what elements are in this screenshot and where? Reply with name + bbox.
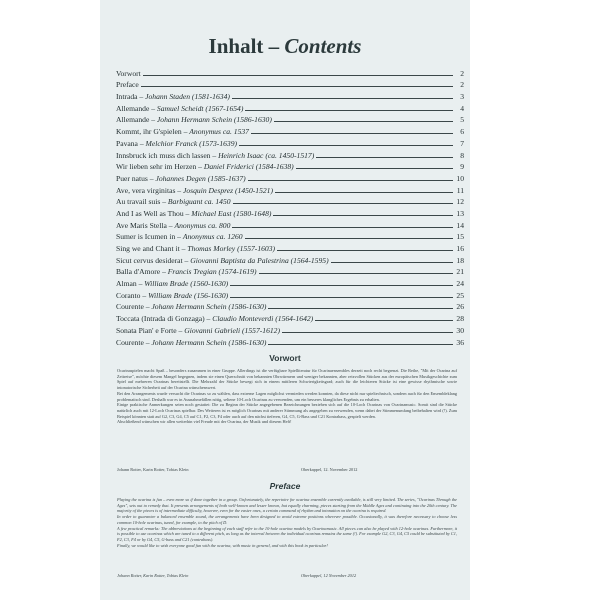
toc-entry (116, 124, 464, 136)
toc-entry-leader-line (273, 215, 453, 216)
toc-entry-leader-line (251, 133, 453, 134)
toc-entry-leader-line (282, 332, 453, 333)
toc-entry-page: 2 (460, 68, 464, 78)
title-main: Inhalt – (208, 34, 285, 58)
vorwort-paragraph: Ocarinaspielen macht Spaß – besonders zusammen in einer Gruppe. Allerdings ist die verfügbare Spielliteratur für Ocarinaensembles derzeit noch recht begrenzt. Die Reihe, "Mit der Ocarina auf Zeitreise", möchte diesem Mangel begegnen, indem sie einen Querschnitt von bekannten Ohrwürmern und weniger bekannten, aber reizvollen Stücken aus der europäischen Musikgeschichte zum Spiel auf mehreren Ocarinas bereitstellt. Die Mehrzahl der Stücke bewegt sich in einem mittleren Schwierigkeitsgrad; auch für die leichteren Stücke ist eine gewisse rhythmische sowie intonatorische Sicherheit auf der Ocarina wünschenswert. (117, 368, 457, 391)
toc-entry-composer: William Brade (1560-1630) (144, 279, 229, 289)
toc-entry (116, 148, 464, 160)
toc-entry-leader-line (296, 168, 453, 169)
toc-entry-page: 10 (456, 173, 464, 183)
toc-entry-composer: Claudio Monteverdi (1564-1642) (212, 314, 314, 324)
toc-entry (116, 241, 464, 253)
toc-entry-leader-line (232, 98, 453, 99)
toc-entry-title: Courente (116, 337, 144, 347)
toc-entry (116, 171, 464, 183)
vorwort-signature-row (117, 467, 457, 472)
toc-entry-leader-line (239, 145, 453, 146)
toc-entry (116, 195, 464, 207)
preface-heading: Preface (269, 481, 301, 491)
toc-entry-page: 25 (456, 290, 464, 300)
toc-entry-title: Intrada (116, 92, 138, 102)
toc-entry-page: 4 (460, 103, 464, 113)
toc-entry-leader-line (268, 344, 453, 345)
toc-entry-page: 14 (456, 220, 464, 230)
toc-entry (116, 160, 464, 172)
toc-entry-title: Ave Maris Stella (116, 220, 167, 230)
toc-entry-composer: Giovanni Gabrieli (1557-1612) (184, 325, 280, 335)
toc-entry-title: Sumer is Icumen in (116, 232, 176, 242)
preface-paragraph: Finally, we would like to wish everyone good fun with the ocarina, with music in general, and with this book in particular! (117, 542, 328, 548)
toc-entry (116, 230, 464, 242)
toc-entry-leader-line (245, 110, 453, 111)
toc-entry (116, 89, 464, 101)
toc-entry-dash: – (181, 127, 190, 137)
toc-entry (116, 335, 464, 347)
toc-entry-composer: Giovanni Baptista da Palestrina (1564-1595) (190, 255, 329, 265)
toc-entry-dash: – (137, 92, 146, 102)
toc-entry-composer: Johannes Degen (1585-1637) (155, 173, 246, 183)
toc-entry-composer: Anonymus ca. 1260 (182, 232, 243, 242)
toc-entry-dash: – (175, 232, 183, 242)
toc-entry-title: Puer natus (116, 173, 148, 183)
toc-entry-composer: Melchior Franck (1573-1639) (145, 138, 238, 148)
toc-entry-leader-line (275, 192, 453, 193)
toc-entry-page: 13 (456, 208, 464, 218)
toc-entry-page: 11 (456, 185, 464, 195)
toc-entry-page: 7 (460, 138, 464, 148)
toc-entry (116, 101, 464, 113)
toc-entry-page: 21 (456, 267, 464, 277)
toc-entry-title: Innsbruck ich muss dich lassen (116, 150, 211, 160)
toc-entry-leader-line (230, 297, 453, 298)
toc-entry-composer: Samuel Scheidt (1567-1654) (156, 103, 244, 113)
toc-entry-leader-line (277, 250, 453, 251)
toc-entry-title: Sonata Pian' e Forte (116, 325, 177, 335)
toc-entry-page: 30 (456, 325, 464, 335)
toc-entry-leader-line (259, 273, 453, 274)
toc-entry-page: 9 (460, 162, 464, 172)
toc-entry-dash: – (210, 150, 219, 160)
toc-entry-title: Allemande (116, 115, 150, 125)
toc-entry-page: 8 (460, 150, 464, 160)
toc-entry-dash: – (196, 162, 204, 172)
toc-entry-page: 24 (456, 279, 464, 289)
toc-entry-composer: Johann Hermann Schein (1586-1630) (156, 115, 272, 125)
toc-entry-page: 5 (460, 115, 464, 125)
preface-paragraph: Playing the ocarina is fun – even more so if done together in a group. Unfortunately, the repertoire for ocarina ensemble currently available, is still very limited. The series, "Ocarinas Through the Ages", sets out to remedy that. It presents arrangements of both well-known and lesser known, but equally charming, pieces starting from the Middle Ages and continuing into the 20th century. The majority of the pieces is of intermediate difficulty, however, even for the easier ones, a certain command of rhythm and intonation on the ocarina is required. (117, 497, 457, 514)
toc-entry (116, 323, 464, 335)
toc-entry-dash: – (182, 255, 191, 265)
toc-entry (116, 206, 464, 218)
toc-entry-title: Coranto (116, 290, 141, 300)
toc-entry-dash: – (136, 279, 145, 289)
toc-entry-dash: – (137, 138, 146, 148)
toc-entry-dash: – (160, 267, 168, 277)
document-page (100, 0, 470, 600)
toc-entry-page: 28 (456, 314, 464, 324)
toc-entry (116, 78, 464, 90)
toc-entry-dash: – (140, 290, 149, 300)
toc-entry-dash: – (175, 185, 183, 195)
toc-entry (116, 253, 464, 265)
preface-paragraph: A few practical remarks: The abbreviations at the beginning of each staff refer to the 10-hole ocarina models by Ocarinamusic. All pieces can also be played with 12-hole ocarinas. Furthermore, it is possible to use ocarinas which are tuned to a different pitch, as long as the interval between the individual ocarinas remains the same (!). For example G2, C3, G4, C5 could be substituted by C1, F2, C3, F4 or by G4, C5, G-bass and C21 (contrabass). (117, 525, 457, 542)
toc-entry-dash: – (149, 103, 157, 113)
toc-entry-leader-line (274, 121, 453, 122)
toc-entry-dash: – (160, 197, 168, 207)
table-of-contents (116, 66, 464, 347)
toc-entry-composer: Thomas Morley (1557-1603) (187, 244, 276, 253)
toc-entry (116, 276, 464, 288)
toc-entry-title: Toccata (Intrada di Gonzaga) (116, 314, 205, 324)
toc-entry-title: Vorwort (116, 68, 141, 78)
toc-entry (116, 311, 464, 323)
toc-entry-dash: – (143, 337, 152, 347)
toc-entry-leader-line (233, 203, 453, 204)
toc-entry (116, 300, 464, 312)
vorwort-body (117, 368, 457, 425)
toc-entry-composer: Johann Hermann Schein (1586-1630) (151, 337, 267, 347)
toc-entry-page: 2 (460, 80, 464, 90)
toc-entry-page: 18 (456, 255, 464, 265)
toc-entry-title: Balla d'Amore (116, 267, 161, 277)
vorwort-paragraph: Abschließend wünschen wir allen weiterhin viel Freude mit der Ocarina, der Musik und diesem Heft! (117, 419, 292, 425)
toc-entry-dash: – (179, 244, 188, 253)
toc-entry-dash: – (147, 173, 156, 183)
toc-entry-leader-line (230, 285, 453, 286)
toc-entry-leader-line (143, 75, 453, 76)
toc-entry (116, 113, 464, 125)
toc-entry-composer: Barbiguant ca. 1450 (167, 197, 231, 207)
preface-body (117, 497, 457, 548)
toc-entry-composer: Heinrich Isaac (ca. 1450-1517) (218, 150, 315, 160)
toc-entry-composer: Josquin Desprez (1450-1521) (183, 185, 273, 195)
toc-entry-page: 26 (456, 302, 464, 312)
toc-entry-title: Allemande (116, 103, 150, 113)
toc-entry (116, 265, 464, 277)
toc-entry (116, 183, 464, 195)
toc-entry-leader-line (268, 308, 453, 309)
toc-entry-composer: Johann Hermann Schein (1586-1630) (151, 302, 267, 312)
preface-signature-row (117, 573, 457, 578)
vorwort-paragraph: Bei den Arrangements wurde versucht die Ocarinas so zu wählen, dass extreme Lagen möglichst vermieden werden konnten, da diese nicht nur spieltechnisch, sondern auch für den Ensembleklang problematisch sind. Deshalb war es in Ausnahmefällen nötig, seltene 10-Loch Ocarinas zu verwenden, um ein besseres klangliches Ergebnis zu erhalten. (117, 390, 457, 402)
toc-entry-leader-line (331, 262, 453, 263)
toc-entry-dash: – (183, 208, 192, 218)
toc-entry-composer: Johann Staden (1581-1634) (145, 92, 230, 102)
toc-entry-title: Preface (116, 80, 139, 90)
preface-signature: Johann Rotter, Karin Rotter, Tobias Klein (117, 573, 189, 578)
toc-entry-leader-line (245, 238, 453, 239)
toc-entry-page: 15 (456, 232, 464, 242)
toc-entry-dash: – (166, 220, 175, 230)
toc-entry (116, 288, 464, 300)
page-title (100, 34, 470, 59)
preface-paragraph: In order to guarantee a balanced ensemble sound, the arrangements have been designed to avoid extreme positions wherever possible. Occasionally, it was therefore necessary to choose less common 10-hole ocarinas, tuned, for example, to the pitch of D. (117, 514, 457, 525)
toc-entry-page: 16 (456, 244, 464, 253)
toc-entry-leader-line (232, 227, 453, 228)
toc-entry-composer: Anonymus ca. 1537 (189, 127, 249, 137)
toc-entry-title: Alman (116, 279, 137, 289)
vorwort-paragraph: Einige praktische Anmerkungen seien noch gestattet: Die zu Beginn der Stücke angegebenen Bezeichnungen beziehen sich auf die 10-Loch Ocarinas von Ocarinamusic. Somit sind die Stücke natürlich auch mit 12-Loch Ocarinas spielbar. Des Weiteren ist es möglich Ocarinas mit anderer Stimmung als angegeben zu verwenden, wenn dabei der Stimmenumfang beibehalten wird (!). Zum Beispiel könnten statt auf G2, C3, G4, C5 auf C1, F2, C3, F4 oder auch auf den nächst tieferen, G4, C5, G-Bass und C21 Kontrabass, gespielt werden. (117, 402, 457, 419)
toc-entry (116, 66, 464, 78)
vorwort-signature: Johann Rotter, Karin Rotter, Tobias Klein (117, 467, 189, 472)
toc-entry-page: 36 (456, 337, 464, 347)
toc-entry-dash: – (204, 314, 213, 324)
toc-entry-leader-line (316, 157, 453, 158)
toc-entry-composer: Francis Tregian (1574-1619) (167, 267, 257, 277)
toc-entry-title: Wir lieben sehr im Herzen (116, 162, 197, 172)
toc-entry-composer: Daniel Friderici (1584-1638) (203, 162, 294, 172)
toc-entry-dash: – (143, 302, 152, 312)
toc-entry-composer: William Brade (156-1630) (148, 290, 229, 300)
toc-entry (116, 136, 464, 148)
toc-entry-title: Ave, vera virginitas (116, 185, 176, 195)
toc-entry-page: 3 (460, 92, 464, 102)
title-italic: Contents (284, 34, 362, 58)
toc-entry-title: Pavana (116, 138, 138, 148)
toc-entry-composer: Michael East (1580-1648) (191, 208, 272, 218)
toc-entry-leader-line (315, 320, 453, 321)
toc-entry-page: 6 (460, 127, 464, 137)
vorwort-heading: Vorwort (269, 353, 301, 363)
toc-entry-leader-line (248, 180, 453, 181)
toc-entry-composer: Anonymus ca. 800 (174, 220, 231, 230)
toc-entry-page: 12 (456, 197, 464, 207)
toc-entry-dash: – (149, 115, 157, 125)
toc-entry-title: And I as Well as Thou (116, 208, 184, 218)
preface-place-date: Oberkappel, 12 November 2012 (301, 573, 357, 578)
toc-entry (116, 218, 464, 230)
toc-entry-title: Courente (116, 302, 144, 312)
toc-entry-title: Kommt, ihr G'spielen (116, 127, 182, 137)
toc-entry-title: Sing we and Chant it (116, 244, 180, 253)
toc-entry-dash: – (176, 325, 185, 335)
toc-entry-title: Sicut cervus desiderat (116, 255, 183, 265)
vorwort-place-date: Oberkappel, 12. November 2012 (301, 467, 358, 472)
toc-entry-leader-line (141, 86, 453, 87)
toc-entry-title: Au travail suis (116, 197, 161, 207)
